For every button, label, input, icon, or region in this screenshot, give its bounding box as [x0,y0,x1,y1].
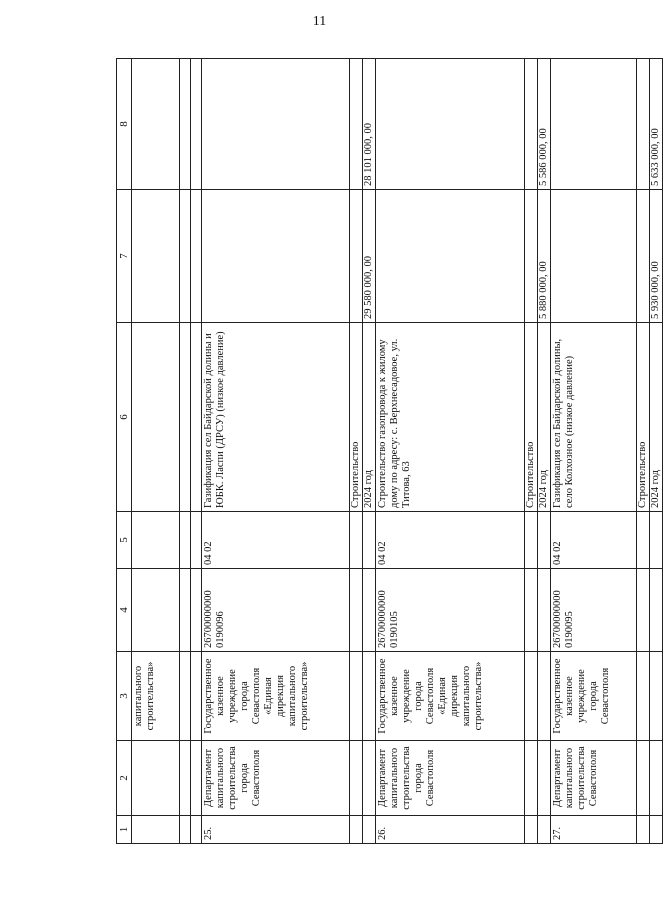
table-row [525,59,538,844]
amount-cell: 5 930 000, 00 [650,190,663,323]
object-cell: Газификация сел Байдарской долины, село Колхозное (низкое давление) [551,323,637,512]
table-row [350,59,363,844]
department-cell: Департамент капитального строительства Севастополя [551,741,637,816]
institution-continued: капитального строительства» [132,652,180,741]
amount-cell: 5 586 000, 00 [538,59,551,190]
continuation-row [132,59,180,844]
budget-code-cell: 26700000000 0190096 [202,569,350,652]
table-row [191,59,202,844]
year-cell: 2024 год [363,323,376,512]
institution-cell: Государственное казенное учреждение города Севастополя «Единая дирекция капитального строительства» [376,652,525,741]
row-number: 25. [202,816,350,844]
table-row [363,59,376,844]
amount-cell: 28 101 000, 00 [363,59,376,190]
table-row [180,59,191,844]
section-cell: 04 02 [551,512,637,569]
column-header: 3 [117,652,132,741]
table-row [538,59,551,844]
table-row [637,59,650,844]
rotated-table-container [116,59,661,844]
column-header: 5 [117,512,132,569]
table-row [202,59,350,844]
institution-cell: Государственное казенное учреждение города Севастополя «Единая дирекция капитального строительства» [202,652,350,741]
year-cell: 2024 год [538,323,551,512]
section-cell: 04 02 [202,512,350,569]
column-header: 2 [117,741,132,816]
amount-cell: 5 880 000, 00 [538,190,551,323]
data-table [116,58,663,844]
budget-code-cell: 26700000000 0190105 [376,569,525,652]
table-row [376,59,525,844]
budget-code-cell: 26700000000 0190095 [551,569,637,652]
column-header: 6 [117,323,132,512]
column-header: 1 [117,816,132,844]
row-number: 27. [551,816,637,844]
amount-cell: 5 633 000, 00 [650,59,663,190]
institution-cell: Государственное казенное учреждение города Севастополя [551,652,637,741]
table-row [650,59,663,844]
row-number: 26. [376,816,525,844]
object-cell: Газификация сел Байдарской долины и ЮБК. Ласпи (ДРСУ) (низкое давление) [202,323,350,512]
object-cell: Строительство газопровода к жилому дому по адресу: с. Верхнесадовое, ул. Титова, 63 [376,323,525,512]
column-header: 7 [117,190,132,323]
department-cell: Департамент капитального строительства города Севастополя [376,741,525,816]
kind-cell: Строительство [525,323,538,512]
section-cell: 04 02 [376,512,525,569]
year-cell: 2024 год [650,323,663,512]
page-number: 11 [312,14,327,29]
header-row [117,59,132,844]
table-row [551,59,637,844]
kind-cell: Строительство [350,323,363,512]
column-header: 4 [117,569,132,652]
amount-cell: 29 580 000, 00 [363,190,376,323]
column-header: 8 [117,59,132,190]
department-cell: Департамент капитального строительства города Севастополя [202,741,350,816]
kind-cell: Строительство [637,323,650,512]
